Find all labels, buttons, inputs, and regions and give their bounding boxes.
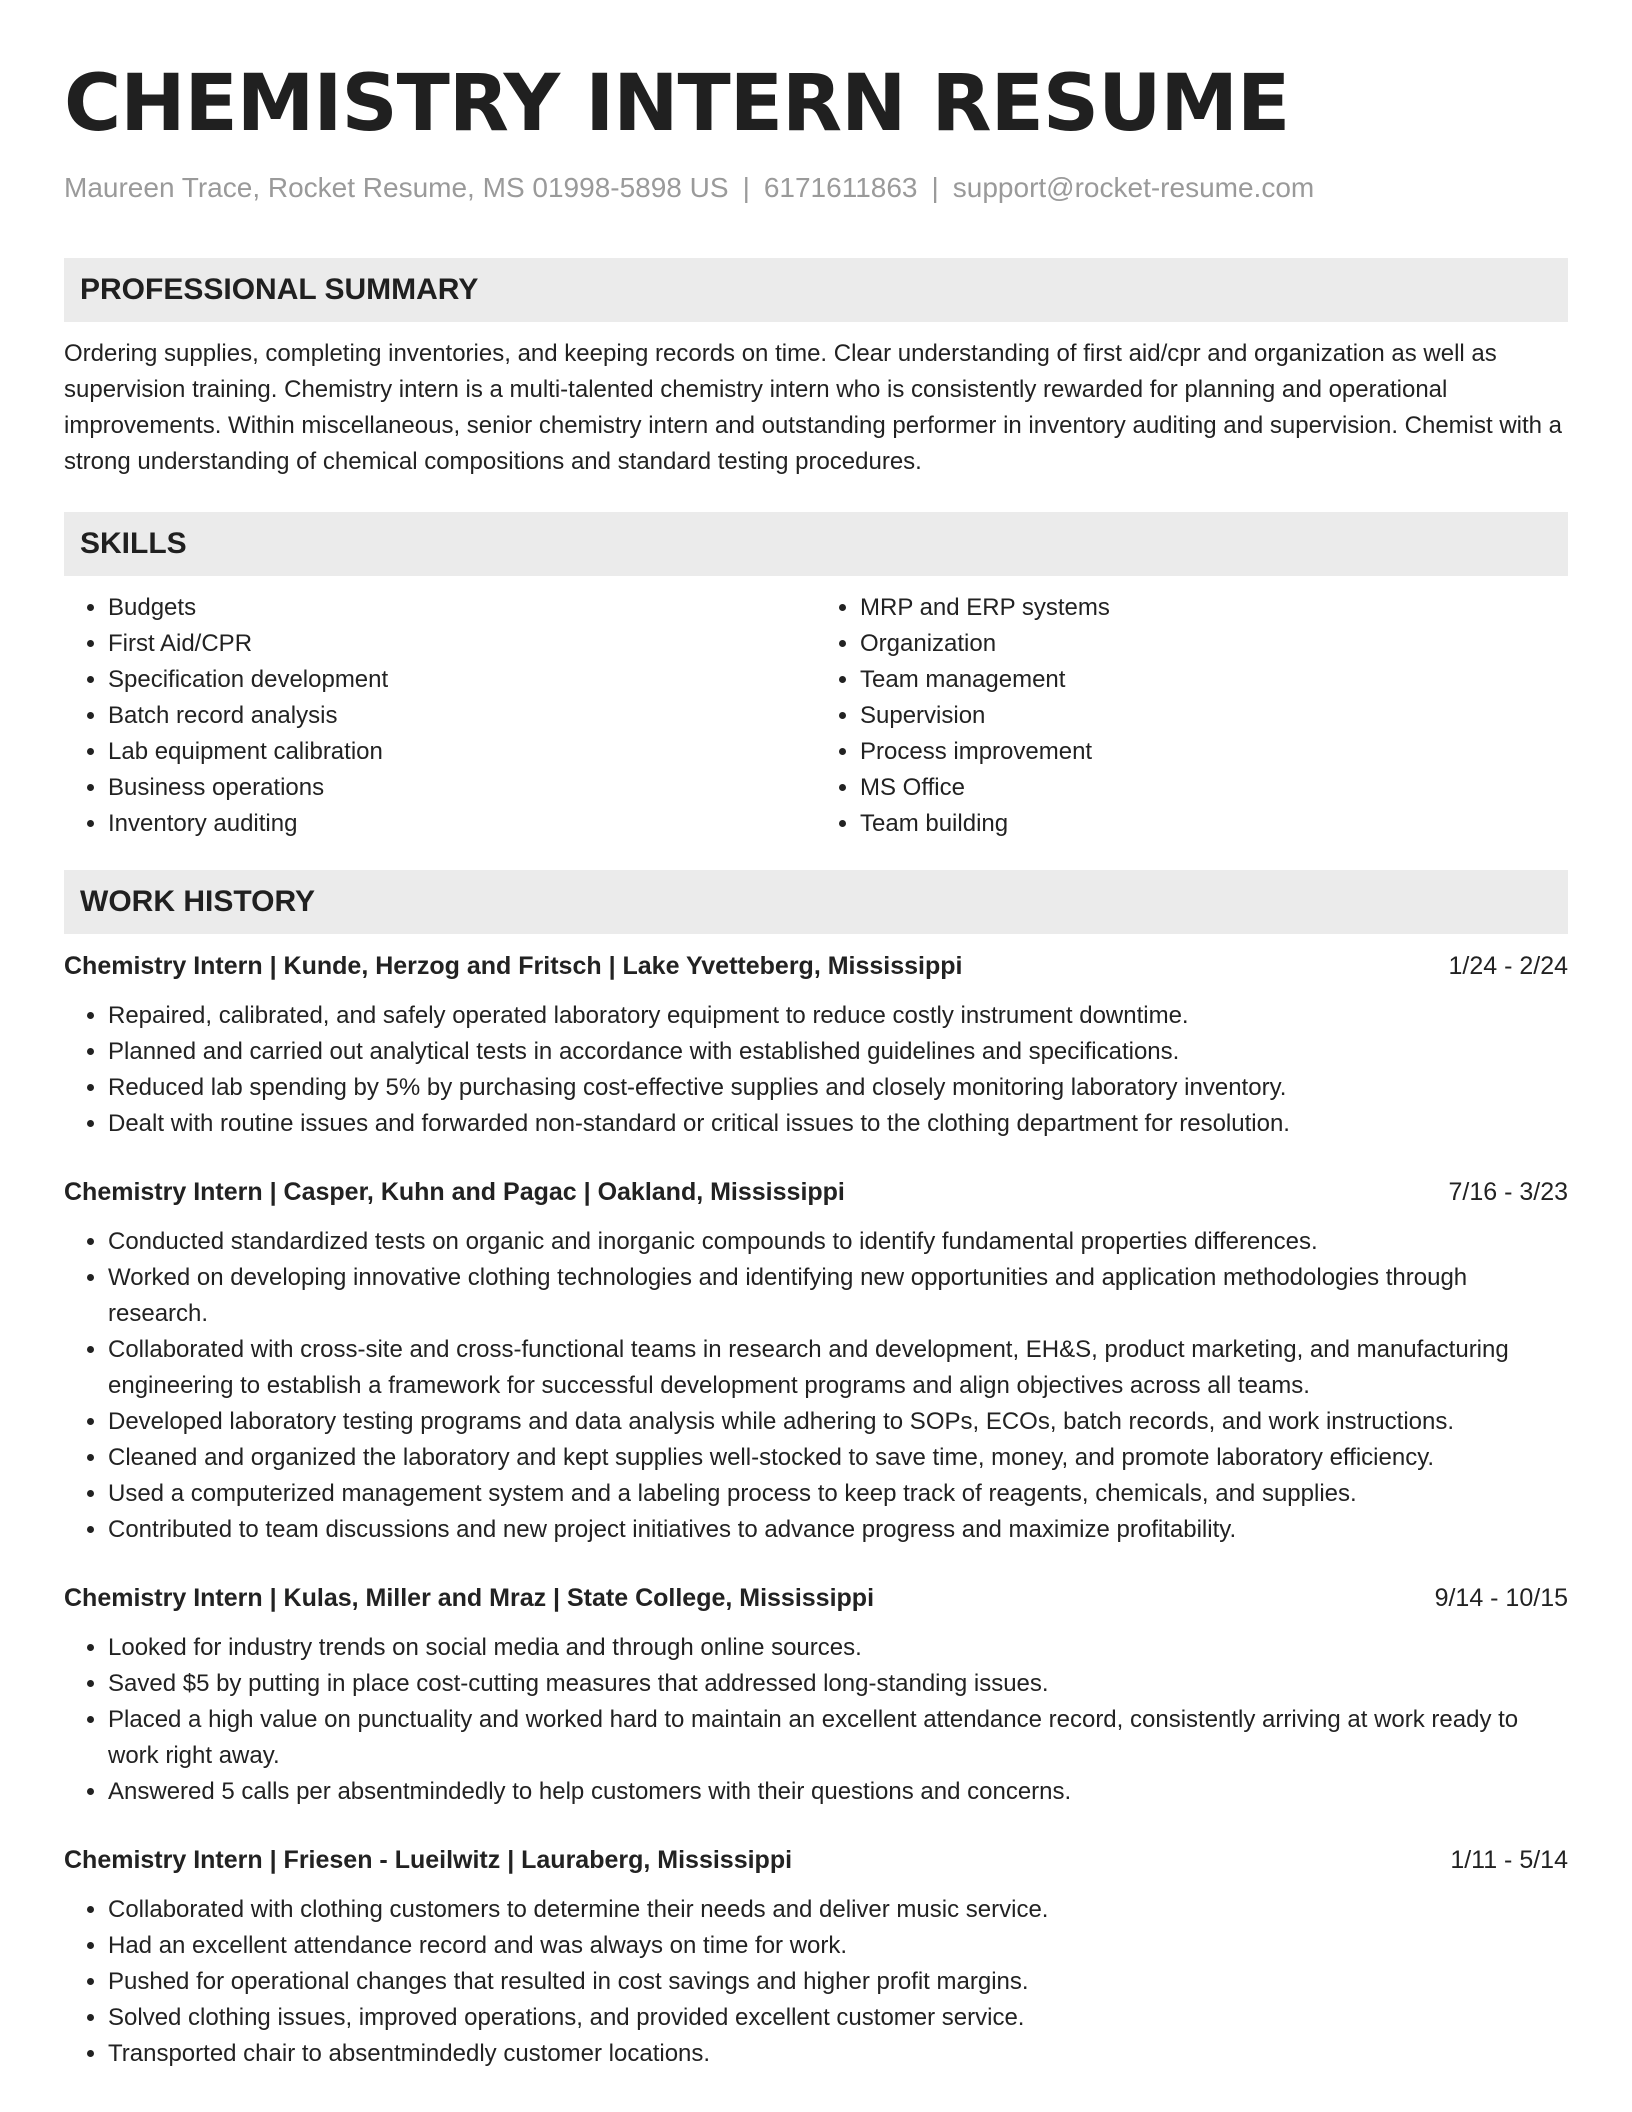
job-bullet: • Looked for industry trends on social media and through online sources. [108, 1630, 1568, 1666]
contact-separator: | [931, 172, 939, 203]
skill-item: • First Aid/CPR [108, 626, 816, 662]
job-bullet: • Collaborated with cross-site and cross-functional teams in research and development, EH&S, product marketing, and manufacturing engineering to establish a framework for successful development programs and align objectives across all teams. [108, 1332, 1568, 1404]
job-bullet: • Cleaned and organized the laboratory and kept supplies well-stocked to save time, money, and promote laboratory efficiency. [108, 1440, 1568, 1476]
job-bullet: • Developed laboratory testing programs and data analysis while adhering to SOPs, ECOs, batch records, and work instructions. [108, 1404, 1568, 1440]
skill-item: • Supervision [860, 698, 1568, 734]
job-entry [64, 948, 1568, 1142]
job-dates: 9/14 - 10/15 [1434, 1584, 1568, 1612]
skill-item: • Team management [860, 662, 1568, 698]
job-dates: 7/16 - 3/23 [1448, 1178, 1568, 1206]
skill-item: • Process improvement [860, 734, 1568, 770]
skill-item: • Inventory auditing [108, 806, 816, 842]
skill-item: • Team building [860, 806, 1568, 842]
job-bullet: • Pushed for operational changes that resulted in cost savings and higher profit margins. [108, 1964, 1568, 2000]
section-heading-work: WORK HISTORY [64, 870, 1568, 934]
job-bullets [64, 998, 1568, 1142]
job-header [64, 948, 1568, 984]
job-bullet: • Conducted standardized tests on organic and inorganic compounds to identify fundamental properties differences. [108, 1224, 1568, 1260]
job-title: Chemistry Intern | Kulas, Miller and Mraz | State College, Mississippi [64, 1584, 875, 1612]
skills-column-left [64, 590, 816, 842]
job-bullet: • Dealt with routine issues and forwarded non-standard or critical issues to the clothing department for resolution. [108, 1106, 1568, 1142]
resume-title: CHEMISTRY INTERN RESUME [64, 59, 1290, 149]
job-entry [64, 1580, 1568, 1810]
job-dates: 1/24 - 2/24 [1448, 952, 1568, 980]
job-entry [64, 1842, 1568, 2072]
job-bullet: • Planned and carried out analytical tests in accordance with established guidelines and specifications. [108, 1034, 1568, 1070]
job-bullet: • Transported chair to absentmindedly customer locations. [108, 2036, 1568, 2072]
job-bullet: • Answered 5 calls per absentmindedly to help customers with their questions and concerns. [108, 1774, 1568, 1810]
job-bullets [64, 1224, 1568, 1548]
job-bullets [64, 1630, 1568, 1810]
job-header [64, 1842, 1568, 1878]
skill-item: • Batch record analysis [108, 698, 816, 734]
job-bullet: • Contributed to team discussions and new project initiatives to advance progress and maximize profitability. [108, 1512, 1568, 1548]
job-bullet: • Had an excellent attendance record and was always on time for work. [108, 1928, 1568, 1964]
job-bullet: • Used a computerized management system and a labeling process to keep track of reagents, chemicals, and supplies. [108, 1476, 1568, 1512]
job-title: Chemistry Intern | Casper, Kuhn and Pagac | Oakland, Mississippi [64, 1178, 845, 1206]
job-title: Chemistry Intern | Kunde, Herzog and Fritsch | Lake Yvetteberg, Mississippi [64, 952, 963, 980]
job-dates: 1/11 - 5/14 [1450, 1846, 1568, 1874]
skill-item: • Business operations [108, 770, 816, 806]
job-bullet: • Solved clothing issues, improved operations, and provided excellent customer service. [108, 2000, 1568, 2036]
contact-phone: 6171611863 [763, 172, 918, 203]
job-title: Chemistry Intern | Friesen - Lueilwitz | Lauraberg, Mississippi [64, 1846, 793, 1874]
contact-line [64, 170, 1568, 206]
skill-item: • Specification development [108, 662, 816, 698]
section-heading-summary: PROFESSIONAL SUMMARY [64, 258, 1568, 322]
summary-text: Ordering supplies, completing inventories, and keeping records on time. Clear understanding of first aid/cpr and organization as well as supervision training. Chemistry intern is a multi-talented chemistry intern who is consistently rewarded for planning and operational improvements. Within miscellaneous, senior chemistry intern and outstanding performer in inventory auditing and supervision. Chemist with a strong understanding of chemical compositions and standard testing procedures. [64, 340, 1563, 475]
skill-item: • Budgets [108, 590, 816, 626]
skill-item: • Lab equipment calibration [108, 734, 816, 770]
job-bullet: • Worked on developing innovative clothing technologies and identifying new opportunities and application methodologies through research. [108, 1260, 1568, 1332]
skill-item: • Organization [860, 626, 1568, 662]
section-heading-skills: SKILLS [64, 512, 1568, 576]
contact-address: Maureen Trace, Rocket Resume, MS 01998-5898 US [64, 172, 729, 203]
job-bullet: • Placed a high value on punctuality and worked hard to maintain an excellent attendance record, consistently arriving at work ready to work right away. [108, 1702, 1568, 1774]
job-bullets [64, 1892, 1568, 2072]
job-header [64, 1174, 1568, 1210]
skill-item: • MRP and ERP systems [860, 590, 1568, 626]
job-entry [64, 1174, 1568, 1548]
contact-email: support@rocket-resume.com [952, 172, 1315, 203]
job-header [64, 1580, 1568, 1616]
contact-separator: | [742, 172, 750, 203]
skill-item: • MS Office [860, 770, 1568, 806]
job-bullet: • Collaborated with clothing customers to determine their needs and deliver music service. [108, 1892, 1568, 1928]
skills-column-right [816, 590, 1568, 842]
job-bullet: • Reduced lab spending by 5% by purchasing cost-effective supplies and closely monitoring laboratory inventory. [108, 1070, 1568, 1106]
job-bullet: • Repaired, calibrated, and safely operated laboratory equipment to reduce costly instrument downtime. [108, 998, 1568, 1034]
job-bullet: • Saved $5 by putting in place cost-cutting measures that addressed long-standing issues. [108, 1666, 1568, 1702]
skills-list [64, 590, 1568, 842]
